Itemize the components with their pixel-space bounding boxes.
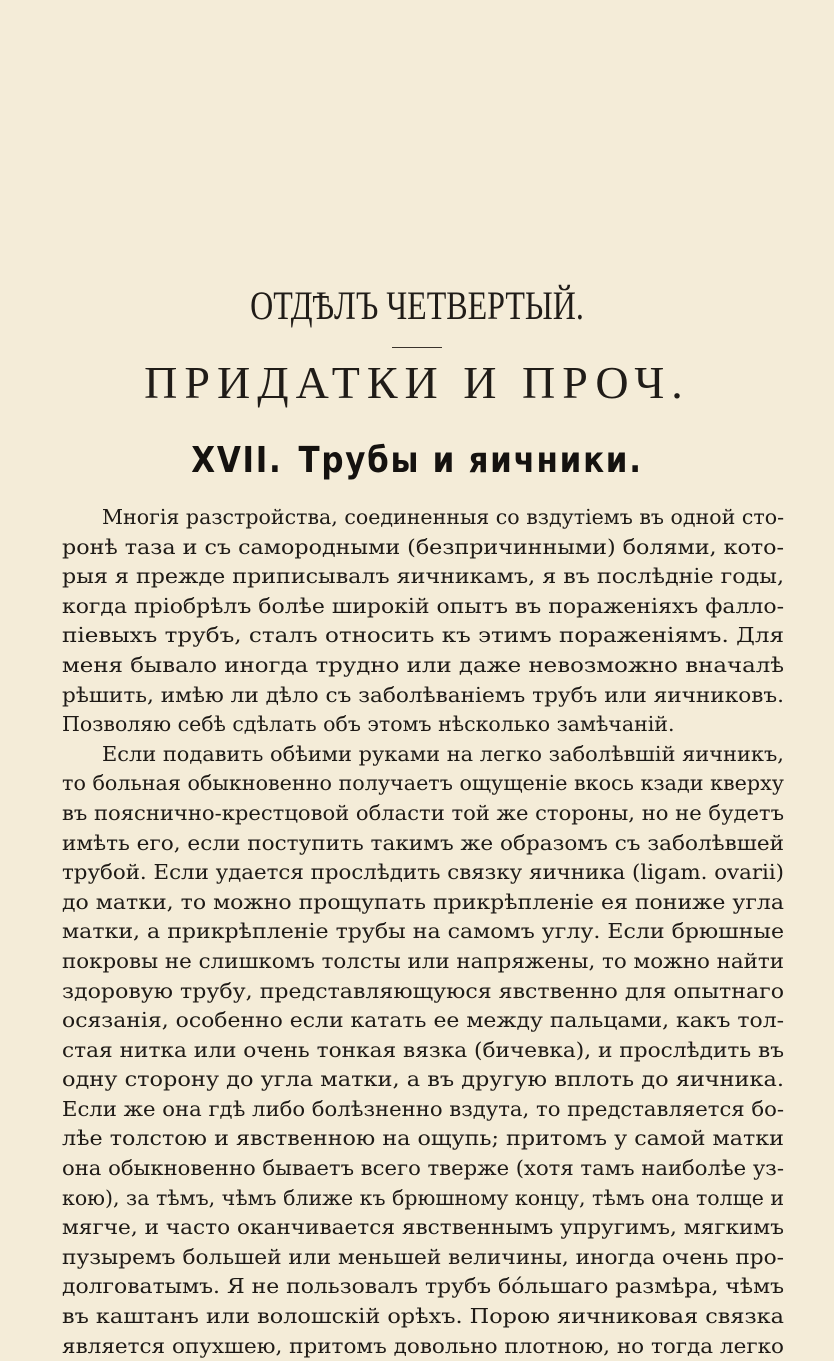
text-line: стая нитка или очень тонкая вязка (бичевка), и прослѣдить въ (62, 1037, 784, 1062)
text-line: когда пріобрѣлъ болѣе широкій опытъ въ пораженіяхъ фалло- (62, 593, 784, 618)
text-line: рѣшить, имѣю ли дѣло съ заболѣваніемъ трубъ или яичниковъ. (62, 682, 784, 707)
text-line: рыя я прежде приписывалъ яичникамъ, я въ послѣдніе годы, (62, 564, 784, 589)
text-line: меня бывало иногда трудно или даже невозможно вначалѣ (62, 652, 784, 677)
text-line: матки, а прикрѣпленіе трубы на самомъ углу. Если брюшные (62, 919, 784, 944)
body-text (62, 503, 784, 1361)
text-line: одну сторону до угла матки, а въ другую вплоть до яичника. (62, 1067, 784, 1092)
text-line: пузыремъ большей или меньшей величины, иногда очень про- (62, 1244, 784, 1269)
text-line: Если же она гдѣ либо болѣзненно вздута, то представляется бо- (62, 1096, 784, 1121)
text-line: трубой. Если удается прослѣдить связку яичника (ligam. ovarii) (62, 860, 784, 885)
chapter-title (58, 440, 775, 481)
chapter-title-text: Трубы и яичники. (298, 440, 643, 481)
text-line: лѣе толстою и явственною на ощупь; притомъ у самой матки (62, 1126, 784, 1151)
text-line: осязанія, особенно если катать ее между пальцами, какъ тол- (62, 1008, 784, 1033)
text-line: Многія разстройства, соединенныя со вздутіемъ въ одной сто- (102, 505, 784, 529)
text-line: Если подавить обѣими руками на легко заболѣвшій яичникъ, (102, 741, 784, 766)
text-line: ронѣ таза и съ самородными (безпричинными) болями, кото- (62, 534, 784, 559)
paragraph (62, 503, 784, 740)
text-line: Позволяю себѣ сдѣлать объ этомъ нѣсколько замѣчаній. (62, 712, 675, 737)
text-line: до матки, то можно прощупать прикрѣпленіе ея пониже угла (62, 889, 784, 914)
paragraph (62, 740, 784, 1361)
text-line: она обыкновенно бываетъ всего тверже (хотя тамъ наиболѣе уз- (62, 1156, 784, 1181)
text-line: въ пояснично-крестцовой области той же стороны, но не будетъ (62, 800, 784, 825)
part-heading: ОТДѢЛЪ ЧЕТВЕРТЫЙ. (250, 283, 584, 328)
text-line: піевыхъ трубъ, сталъ относить къ этимъ пораженіямъ. Для (62, 623, 784, 648)
text-line: долговатымъ. Я не пользовалъ трубъ бóльшаго размѣра, чѣмъ (62, 1274, 784, 1299)
chapter-number: XVII. (191, 440, 283, 481)
text-line: кою), за тѣмъ, чѣмъ ближе къ брюшному концу, тѣмъ она толще и (62, 1185, 784, 1210)
text-line: то больная обыкновенно получаетъ ощущеніе вкось кзади кверху (62, 771, 784, 796)
text-line: является опухшею, притомъ довольно плотною, но тогда легко (62, 1333, 784, 1358)
text-line: покровы не слишкомъ толсты или напряжены, то можно найти (62, 948, 784, 973)
section-title: ПРИДАТКИ И ПРОЧ. (144, 357, 690, 408)
text-line: имѣть его, если поступить такимъ же образомъ съ заболѣвшей (62, 830, 784, 855)
text-line: въ каштанъ или волошскій орѣхъ. Порою яичниковая связка (62, 1304, 784, 1329)
text-line: здоровую трубу, представляющуюся явственно для опытнаго (62, 978, 784, 1003)
text-line: мягче, и часто оканчивается явственнымъ упругимъ, мягкимъ (62, 1215, 784, 1240)
divider-rule (392, 347, 442, 348)
